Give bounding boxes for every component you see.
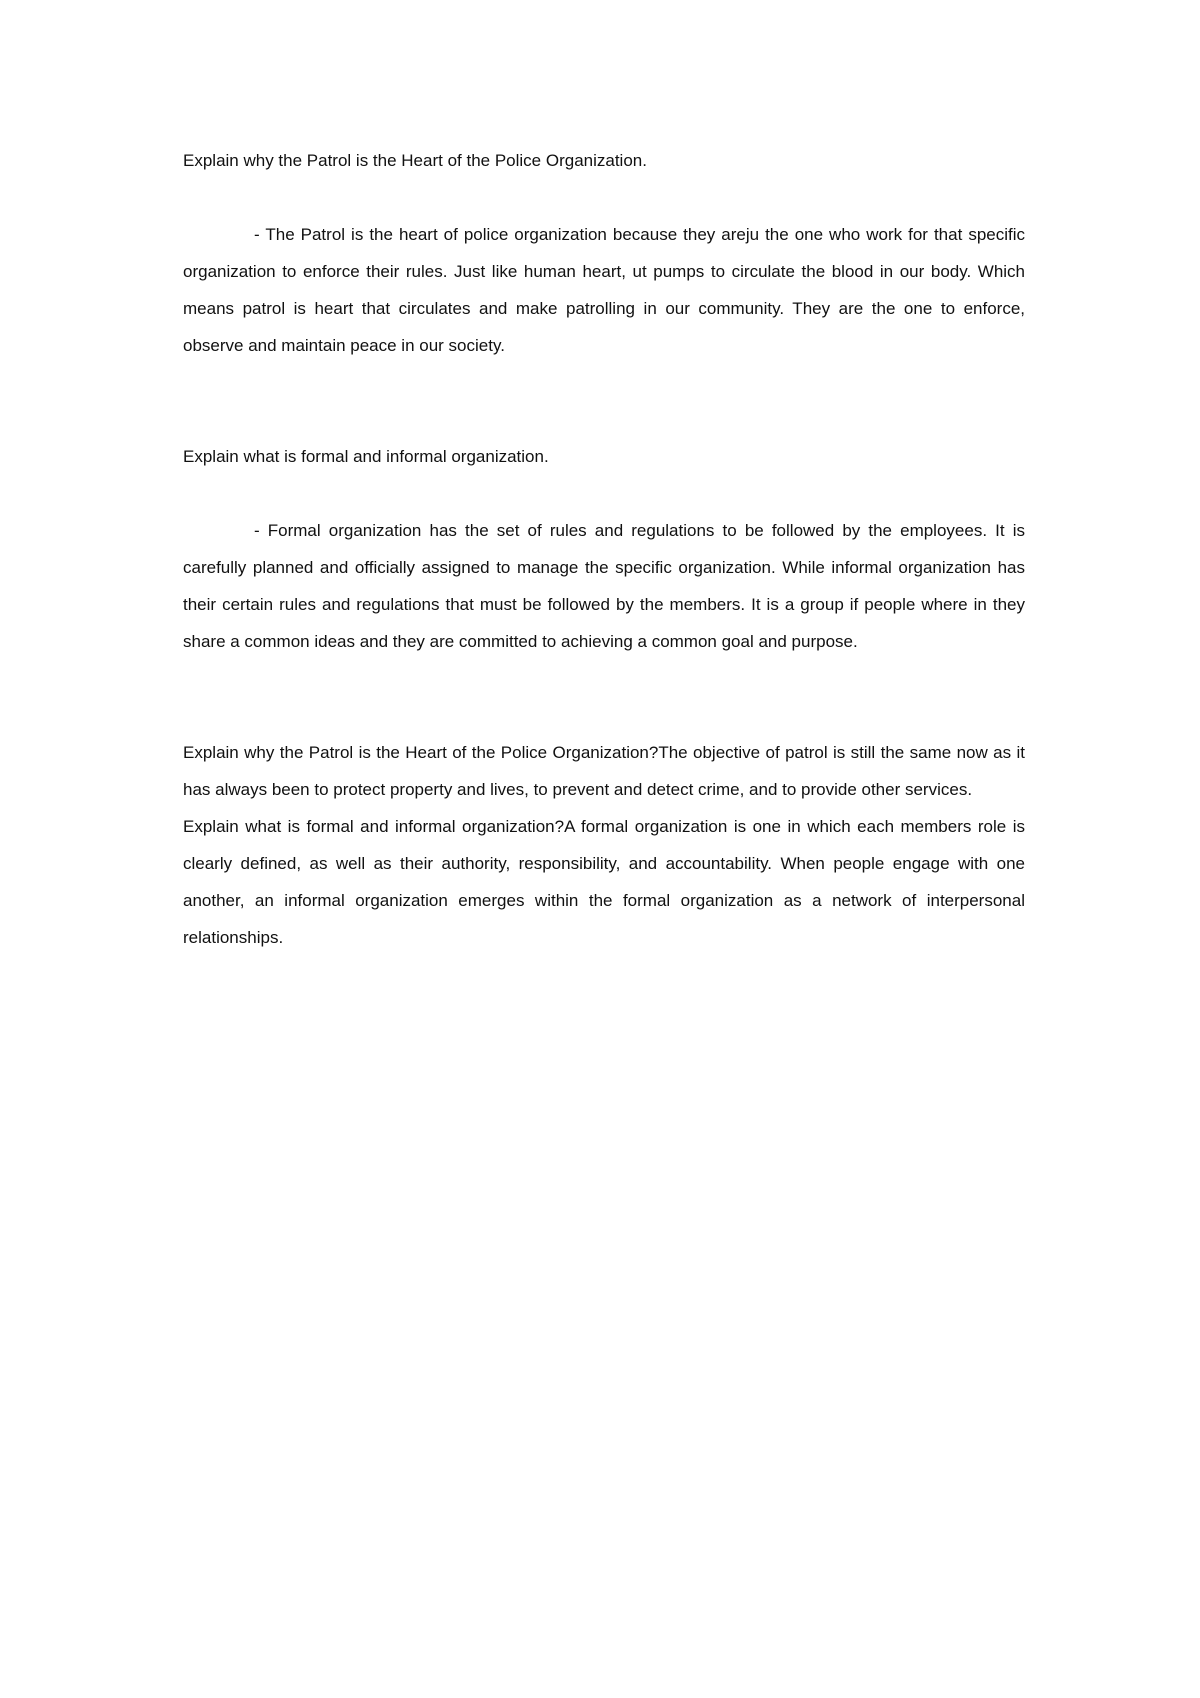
summary-paragraph-patrol: Explain why the Patrol is the Heart of the Police Organization?The objective of patrol is still the same now as it has always been to protect property and lives, to prevent and detect crime, and to provide other services. — [183, 743, 1025, 799]
document-body — [183, 142, 1025, 956]
answer-patrol: - The Patrol is the heart of police organization because they areju the one who work for that specific organization to enforce their rules. Just like human heart, ut pumps to circulate the blood in our body. Which means patrol is heart that circulates and make patrolling in our community. They are the one to enforce, observe and maintain peace in our society. — [183, 225, 1025, 355]
summary-paragraph-organization: Explain what is formal and informal organization?A formal organization is one in which each members role is clearly defined, as well as their authority, responsibility, and accountability. When people engage with one another, an informal organization emerges within the formal organization as a network of interpersonal relationships. — [183, 817, 1025, 947]
question-heading-organization: Explain what is formal and informal organization. — [183, 447, 549, 466]
question-heading-patrol: Explain why the Patrol is the Heart of the Police Organization. — [183, 151, 647, 170]
answer-organization: - Formal organization has the set of rules and regulations to be followed by the employees. It is carefully planned and officially assigned to manage the specific organization. While informal organization has their certain rules and regulations that must be followed by the members. It is a group if people where in they share a common ideas and they are committed to achieving a common goal and purpose. — [183, 521, 1025, 651]
